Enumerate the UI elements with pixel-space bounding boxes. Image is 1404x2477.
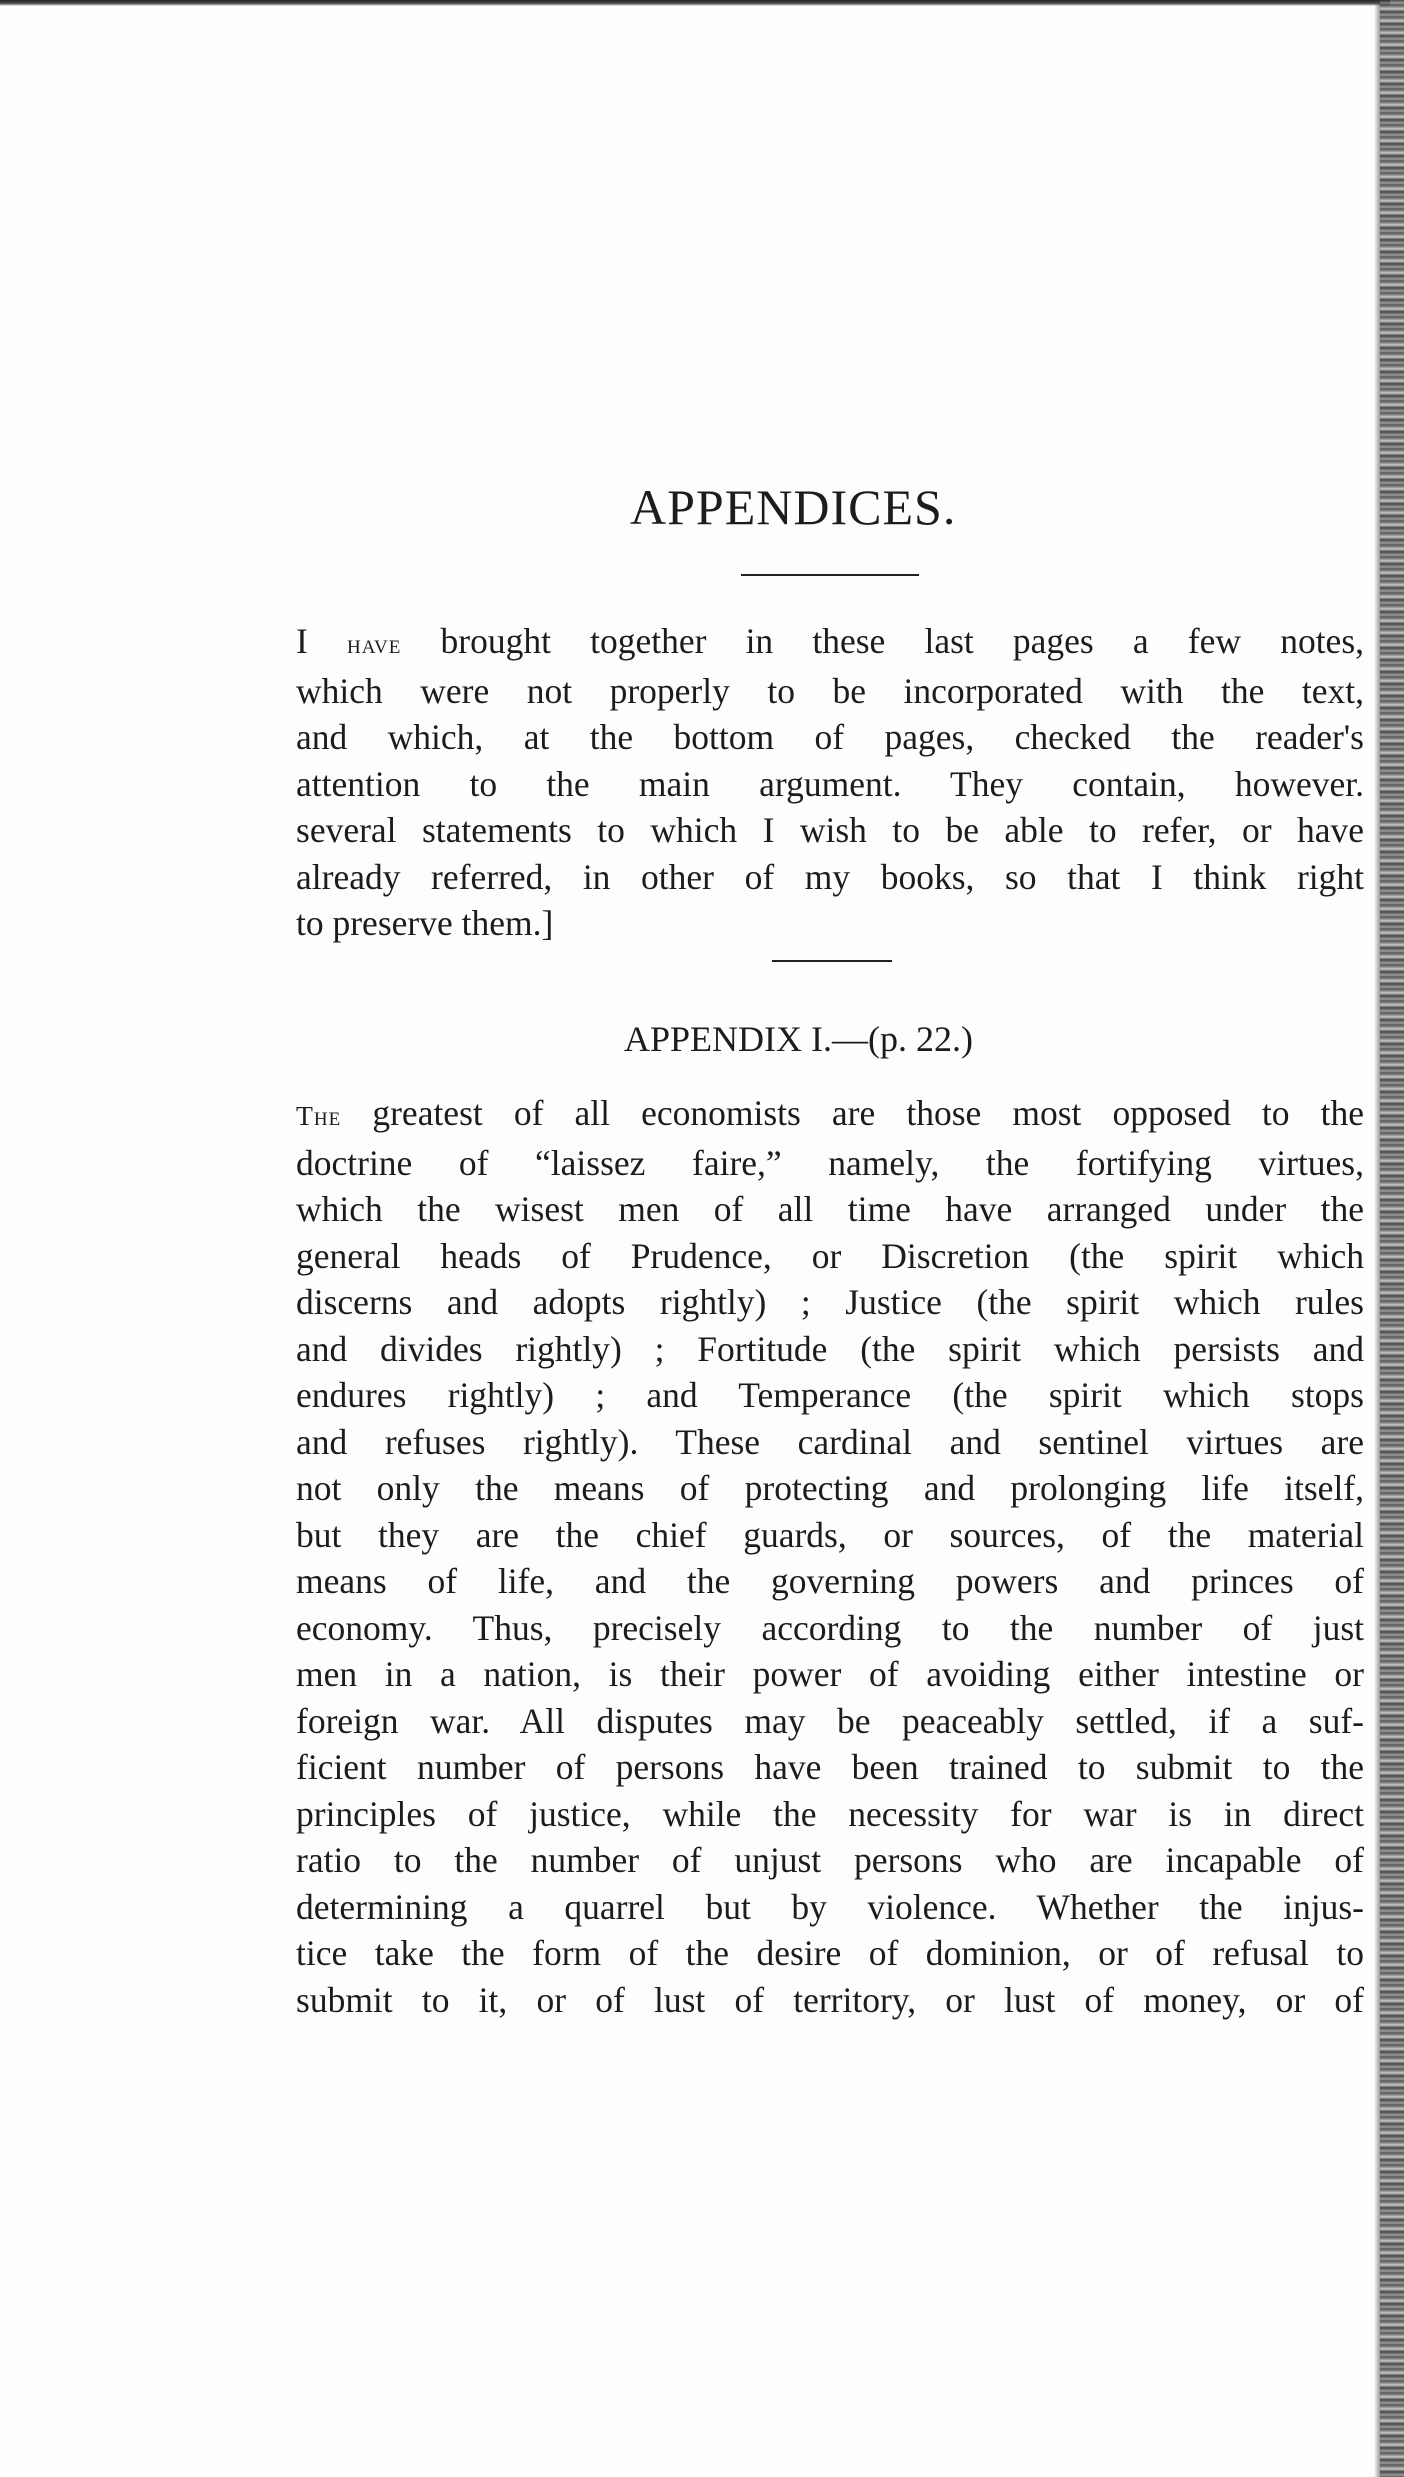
- intro-line: to preserve them.]: [296, 903, 554, 943]
- body-line: not only the means of protecting and prolonging life itself,: [296, 1468, 1364, 1508]
- body-line: doctrine of “laissez faire,” namely, the fortifying virtues,: [296, 1142, 1364, 1183]
- intro-line: attention to the main argument. They contain, however.: [296, 763, 1364, 804]
- body-line: tice take the form of the desire of dominion, or of refusal to: [296, 1933, 1364, 1973]
- body-line: which the wisest men of all time have arranged under the: [296, 1189, 1364, 1229]
- body-line: endures rightly) ; and Temperance (the spirit which stops: [296, 1375, 1364, 1415]
- intro-line: already referred, in other of my books, so that I think right: [296, 856, 1364, 897]
- intro-lead: I: [296, 621, 308, 661]
- body-line: economy. Thus, precisely according to the number of just: [296, 1607, 1364, 1648]
- title-divider: [741, 574, 919, 576]
- page-title: APPENDICES.: [630, 479, 957, 535]
- body-line: submit to it, or of lust of territory, or lust of money, or of: [296, 1979, 1364, 2020]
- body-line: ratio to the number of unjust persons who are incapable of: [296, 1840, 1364, 1880]
- page-right-edge: [1380, 0, 1404, 2477]
- intro-line: and which, at the bottom of pages, checked the reader's: [296, 717, 1364, 757]
- body-line: men in a nation, is their power of avoiding either intestine or: [296, 1654, 1364, 1694]
- body-lead-caps: The: [296, 1100, 342, 1131]
- intro-lead-caps: have: [347, 628, 402, 659]
- intro-line: several statements to which I wish to be able to refer, or have: [296, 810, 1364, 850]
- body-line: ficient number of persons have been trained to submit to the: [296, 1747, 1364, 1787]
- body-line: general heads of Prudence, or Discretion (the spirit which: [296, 1235, 1364, 1276]
- intro-paragraph: [296, 618, 1364, 947]
- body-line: means of life, and the governing powers and princes of: [296, 1561, 1364, 1601]
- appendix-paragraph: [296, 1090, 1364, 2023]
- body-line: discerns and adopts rightly) ; Justice (the spirit which rules: [296, 1282, 1364, 1322]
- body-line: but they are the chief guards, or sources, of the material: [296, 1514, 1364, 1555]
- body-line: principles of justice, while the necessity for war is in direct: [296, 1793, 1364, 1834]
- appendix-heading: APPENDIX I.—(p. 22.): [624, 1019, 973, 1059]
- body-line: The greatest of all economists are those most opposed to the: [296, 1093, 1365, 1133]
- body-line: foreign war. All disputes may be peaceably settled, if a suf-: [296, 1700, 1364, 1741]
- intro-line: I have brought together in these last pages a few notes,: [296, 621, 1365, 661]
- intro-line: which were not properly to be incorporated with the text,: [296, 670, 1364, 711]
- page-top-edge: [0, 0, 1390, 6]
- body-line: and refuses rightly). These cardinal and sentinel virtues are: [296, 1421, 1364, 1462]
- section-divider: [772, 960, 892, 962]
- body-line: and divides rightly) ; Fortitude (the spirit which persists and: [296, 1328, 1364, 1369]
- body-line: determining a quarrel but by violence. Whether the injus-: [296, 1886, 1364, 1927]
